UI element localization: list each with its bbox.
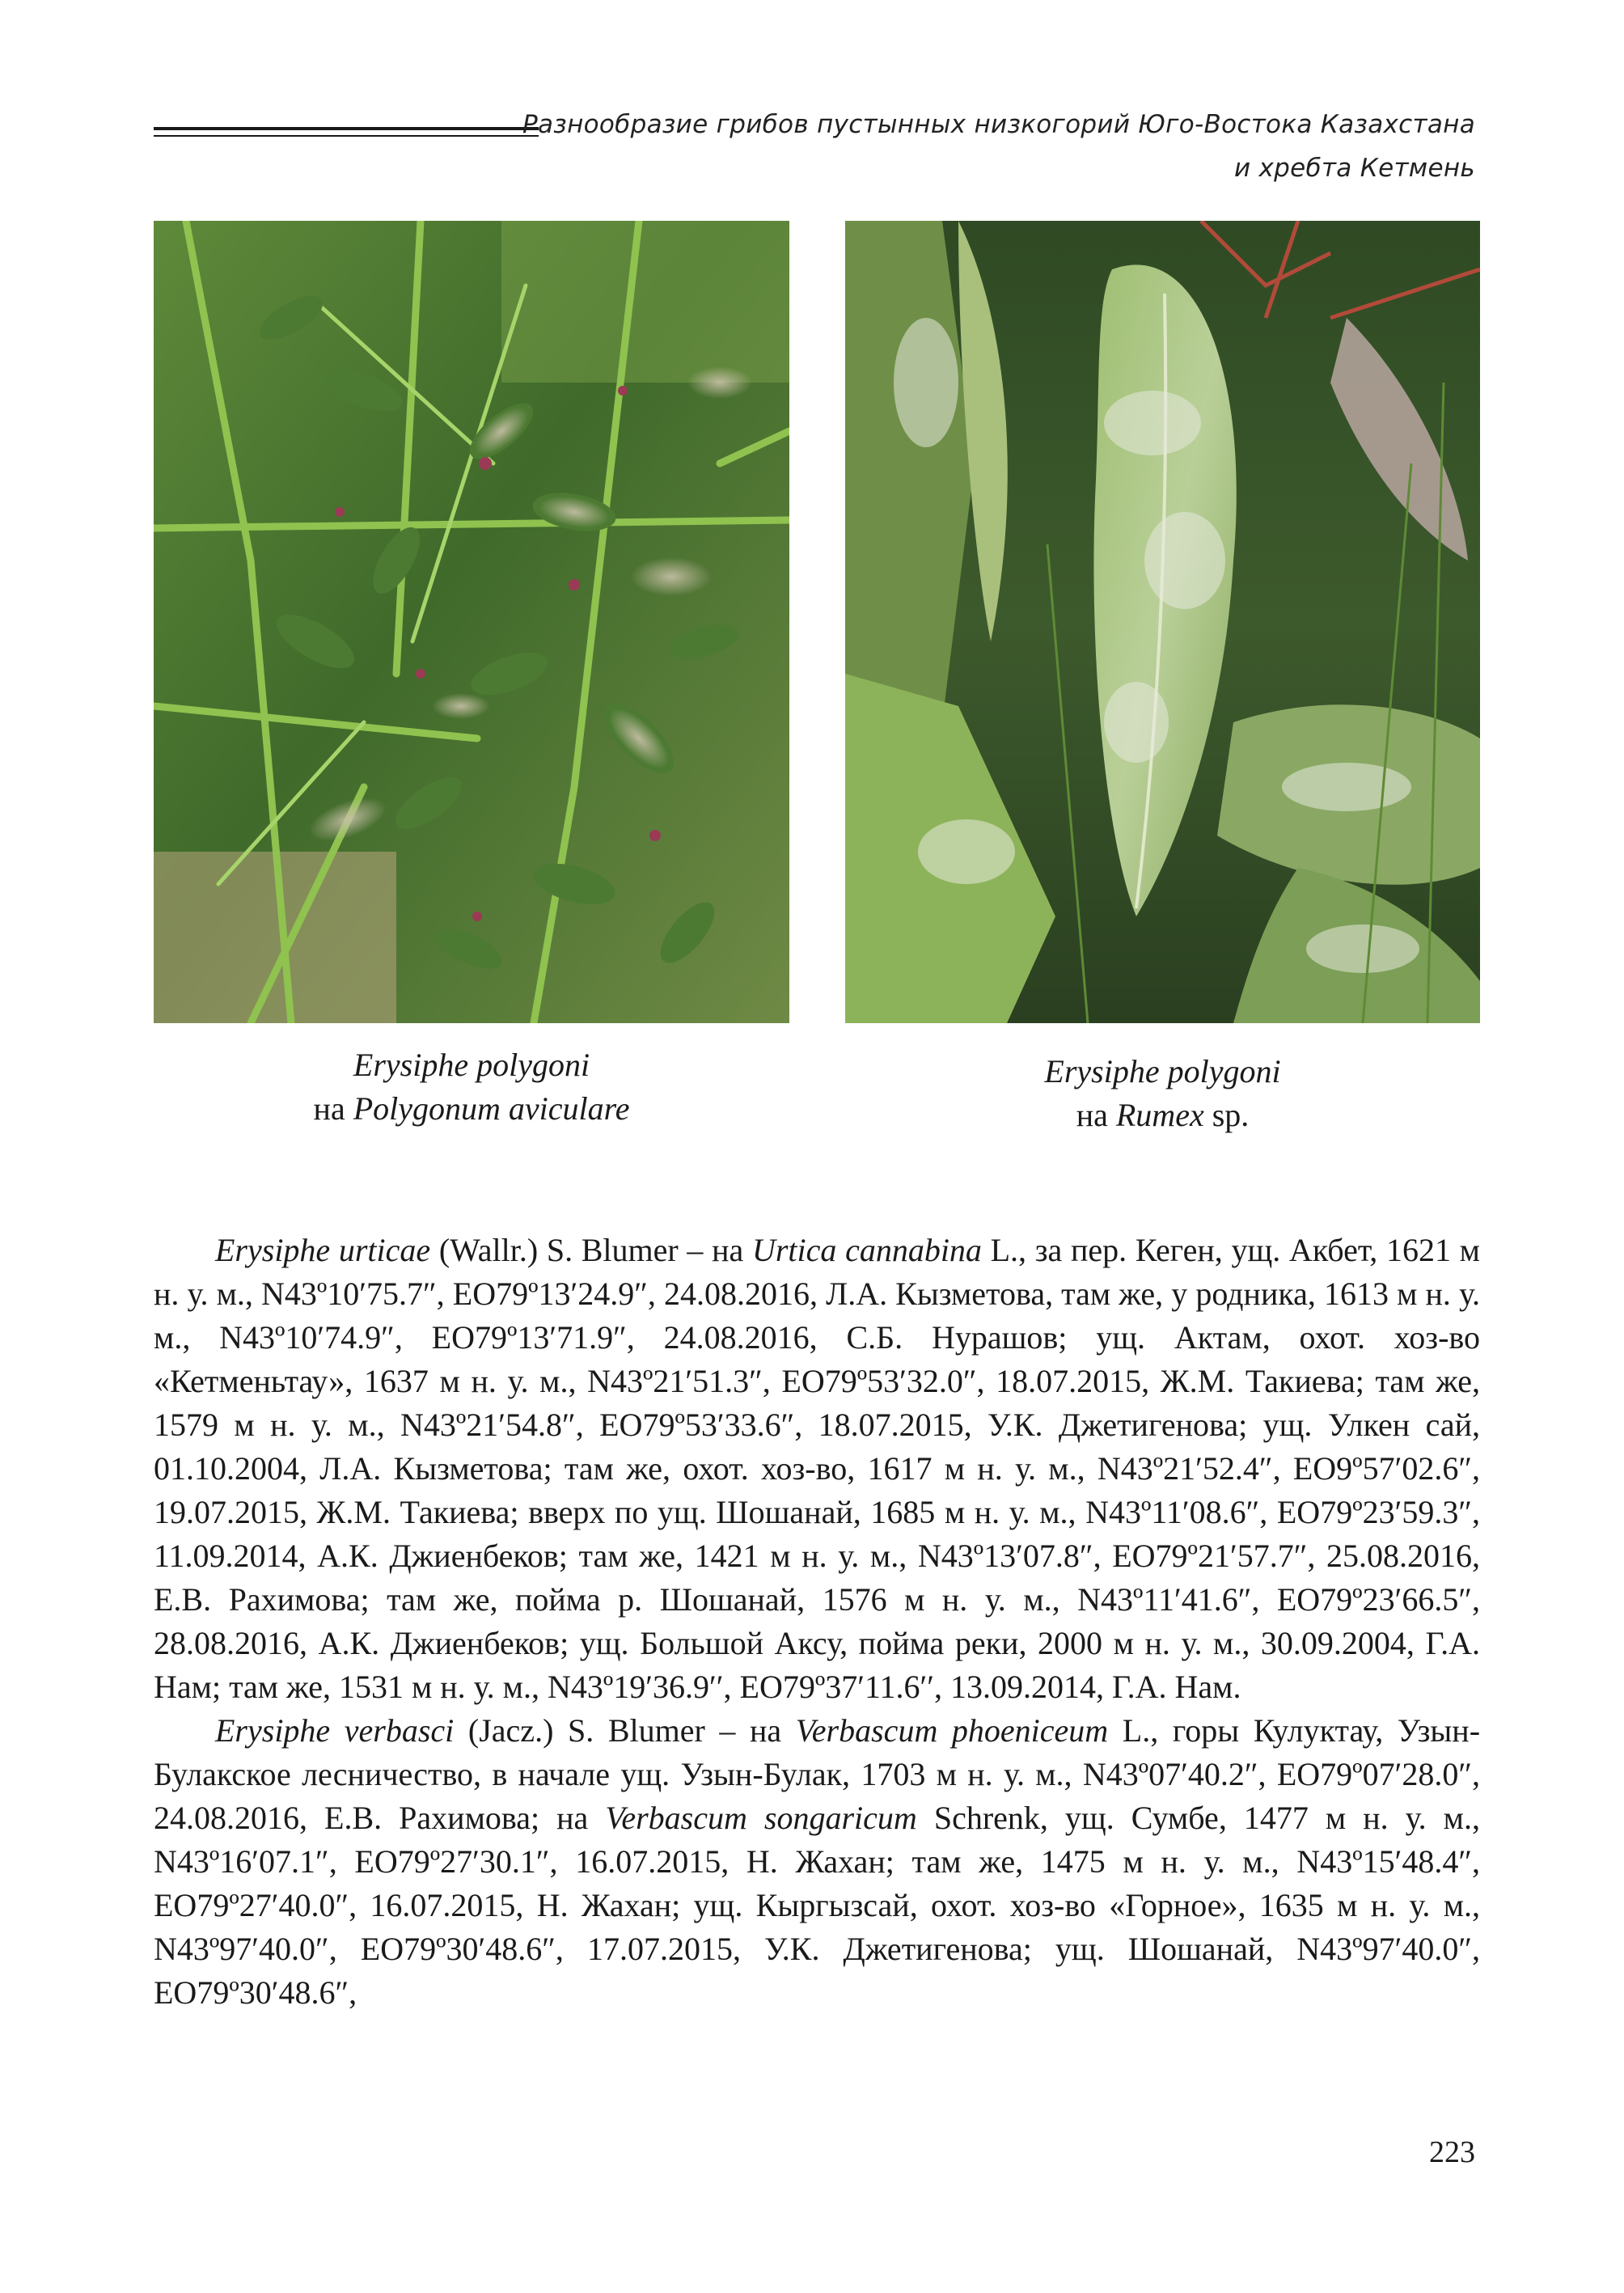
host-name: Urtica cannabina xyxy=(751,1232,982,1268)
running-header-line1: Разнообразие грибов пустынных низкогорий Юго-Востока Казахстана xyxy=(522,110,1475,139)
paragraph-erysiphe-verbasci xyxy=(154,1709,1480,2015)
photo-polygonum-aviculare xyxy=(154,221,789,1023)
paragraph-erysiphe-urticae xyxy=(154,1229,1480,1709)
caption-host: Rumex xyxy=(1115,1097,1204,1133)
records-text: Schrenk, ущ. Сумбе, 1477 м н. у. м., N43º16′07.1″, EO79º27′30.1″, 16.07.2015, Н. Жахан; там же, 1475 м н. у. м., N43º15′48.4″, EO79º27′40.0″, 16.07.2015, Н. Жахан; ущ. Кыргызсай, охот. хоз-во «Горное», 1635 м н. у. м., N43º97′40.0″, EO79º30′48.6″, 17.07.2015, У.К. Джетигенова; ущ. Шошанай, N43º97′40.0″, EO79º30′48.6″, xyxy=(154,1800,1480,2011)
photo-rumex xyxy=(845,221,1480,1023)
species-author: (Jacz.) S. Blumer – на xyxy=(454,1712,796,1749)
species-name: Erysiphe verbasci xyxy=(215,1712,455,1749)
host-name: Verbascum phoeniceum xyxy=(795,1712,1109,1749)
records-text: L., за пер. Кеген, ущ. Акбет, 1621 м н. у. м., N43º10′75.7″, EO79º13′24.9″, 24.08.2016, Л.А. Кызметова, там же, у родника, 1613 м н. у. м., N43º10′74.9″, EO79º13′71.9″, 24.08.2016, С.Б. Нурашов; ущ. Актам, охот. хоз-во «Кетменьтау», 1637 м н. у. м., N43º21′51.3″, EO79º53′32.0″, 18.07.2015, Ж.М. Такиева; там же, 1579 м н. у. м., N43º21′54.8″, EO79º53′33.6″, 18.07.2015, У.К. Джетигенова; ущ. Улкен сай, 01.10.2004, Л.А. Кызметова; там же, охот. хоз-во, 1617 м н. у. м., N43º21′52.4″, EO9º57′02.6″, 19.07.2015, Ж.М. Такиева; вверх по ущ. Шошанай, 1685 м н. у. м., N43º11′08.6″, EO79º23′59.3″, 11.09.2014, А.К. Джиенбеков; там же, 1421 м н. у. м., N43º13′07.8″, EO79º21′57.7″, 25.08.2016, Е.В. Рахимова; там же, пойма р. Шошанай, 1576 м н. у. м., N43º11′41.6″, EO79º23′66.5″, 28.08.2016, А.К. Джиенбеков; ущ. Большой Аксу, пойма реки, 2000 м н. у. м., 30.09.2004, Г.А. Нам; там же, 1531 м н. у. м., N43º19′36.9′′, EO79º37′11.6′′, 13.09.2014, Г.А. Нам. xyxy=(154,1232,1480,1705)
page-number: 223 xyxy=(1429,2135,1475,2169)
records-text: L., горы Кулуктау, Узын-Булакское лесничество, в начале ущ. Узын-Булак, 1703 м н. у. м., N43º07′40.2″, EO79º07′28.0″, 24.08.2016, Е.В. Рахимова; на xyxy=(154,1712,1481,1836)
caption-host: Polygonum aviculare xyxy=(353,1090,630,1127)
caption-species: Erysiphe polygoni xyxy=(353,1047,590,1083)
species-name: Erysiphe urticae xyxy=(215,1232,431,1268)
header-rule-thin xyxy=(154,135,539,137)
caption-species: Erysiphe polygoni xyxy=(1044,1053,1281,1089)
host-name: Verbascum songaricum xyxy=(605,1800,917,1836)
header-rule-thick xyxy=(154,127,539,130)
figure-caption-right xyxy=(845,1050,1480,1137)
caption-prefix: на xyxy=(1076,1097,1116,1133)
body-text xyxy=(154,1229,1480,2015)
caption-prefix: на xyxy=(313,1090,353,1127)
figure-caption-left xyxy=(154,1043,789,1131)
caption-suffix: sp. xyxy=(1203,1097,1250,1133)
running-header-line2: и хребта Кетмень xyxy=(1233,154,1475,183)
species-author: (Wallr.) S. Blumer – на xyxy=(430,1232,752,1268)
